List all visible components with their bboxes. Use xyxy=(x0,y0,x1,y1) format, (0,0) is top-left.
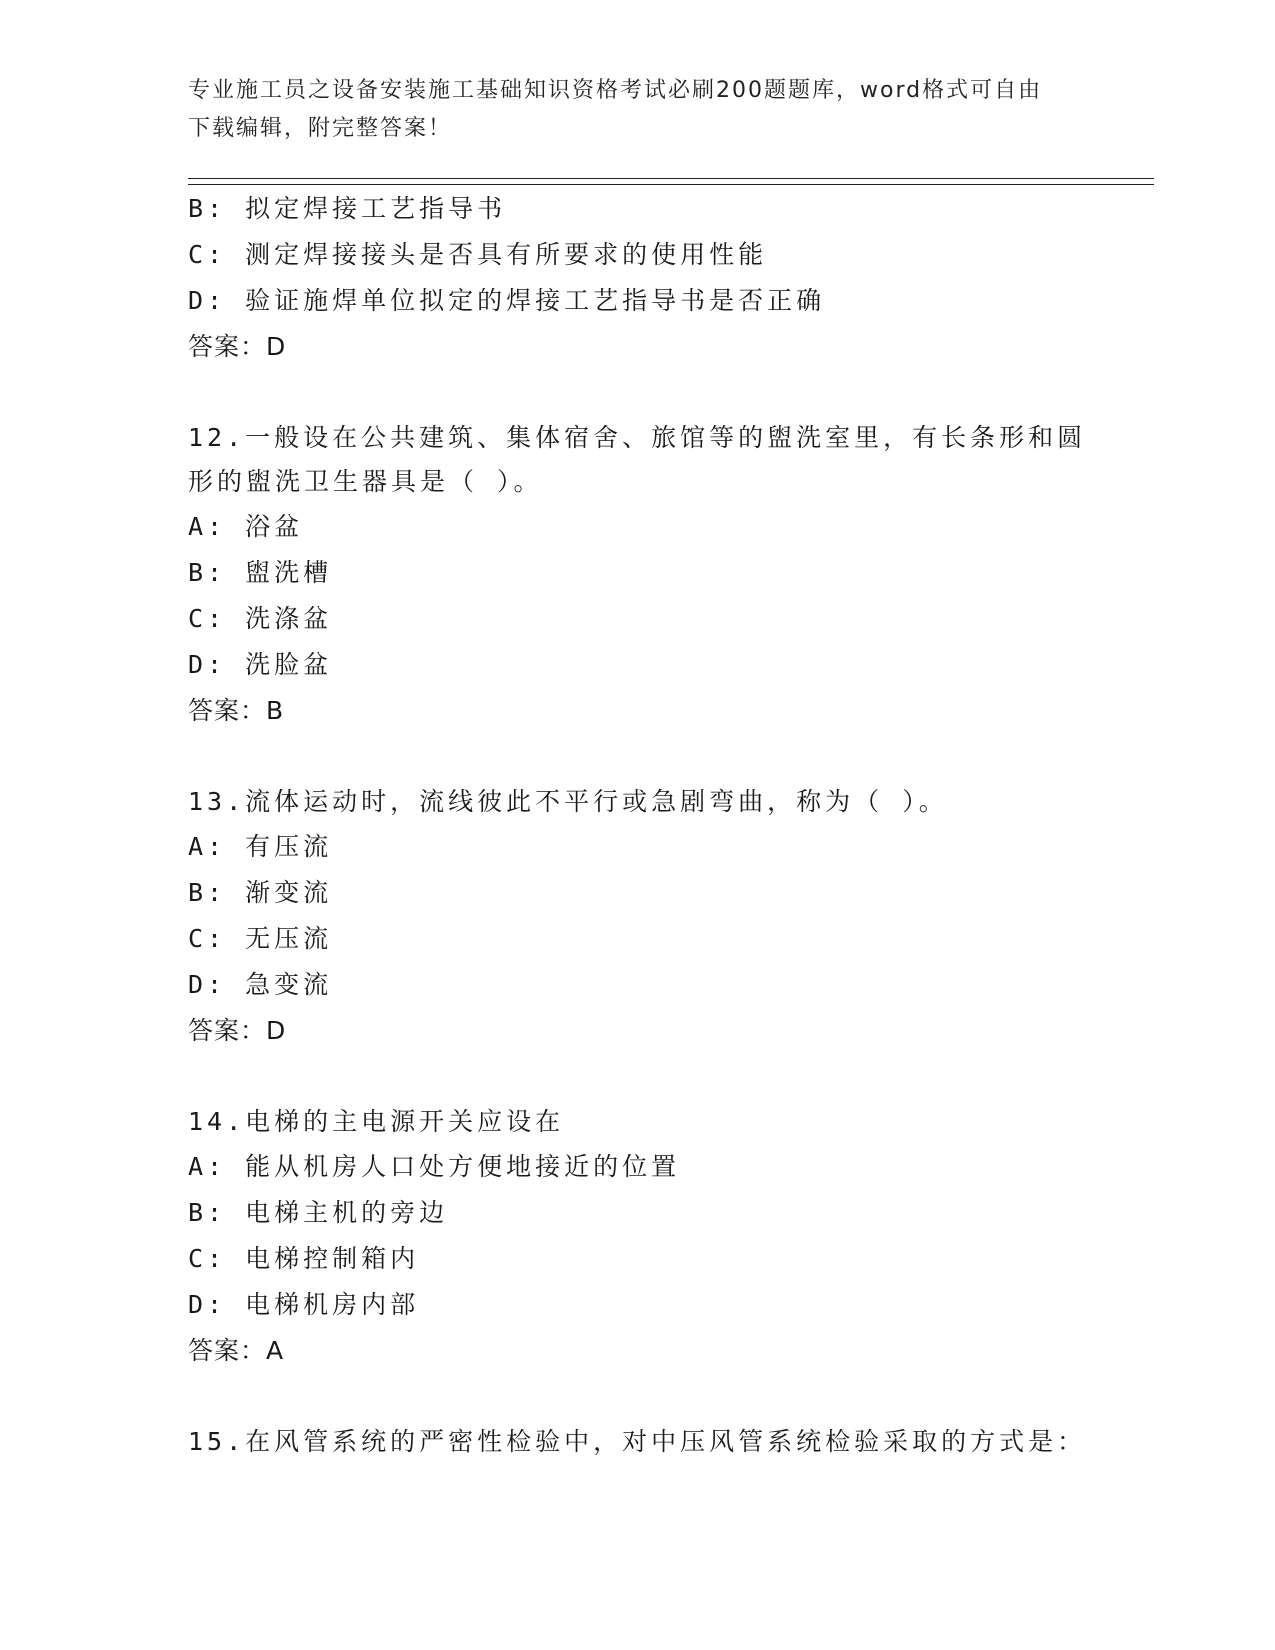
header-divider-bottom xyxy=(188,184,1154,185)
question-14 xyxy=(188,1100,1148,1374)
option-d: D: 电梯机房内部 xyxy=(188,1290,420,1319)
option-c: C: 洗涤盆 xyxy=(188,604,333,633)
option-b: B: 渐变流 xyxy=(188,878,333,907)
question-text-line: 13.流体运动时，流线彼此不平行或急剧弯曲，称为（ ）。 xyxy=(188,787,948,816)
option-b: B: 盥洗槽 xyxy=(188,558,333,587)
answer-line: 答案：D xyxy=(188,1016,287,1045)
option-c: C: 电梯控制箱内 xyxy=(188,1244,420,1273)
option-c: C: 无压流 xyxy=(188,924,333,953)
header-line-1: 专业施工员之设备安装施工基础知识资格考试必刷200题题库，word格式可自由 xyxy=(188,78,1043,103)
spacer xyxy=(188,370,1148,416)
question-12 xyxy=(188,416,1148,734)
header-line-2: 下载编辑，附完整答案！ xyxy=(188,116,453,141)
option-b: B: 电梯主机的旁边 xyxy=(188,1198,449,1227)
question-text-line: 形的盥洗卫生器具是（ ）。 xyxy=(188,467,543,496)
question-text-line: 15.在风管系统的严密性检验中，对中压风管系统检验采取的方式是： xyxy=(188,1427,1087,1456)
question-text-line: 12.一般设在公共建筑、集体宿舍、旅馆等的盥洗室里，有长条形和圆 xyxy=(188,423,1087,452)
option-b: B: 拟定焊接工艺指导书 xyxy=(188,194,507,223)
answer-line: 答案：D xyxy=(188,332,287,361)
spacer xyxy=(188,1054,1148,1100)
option-a: A: 浴盆 xyxy=(188,512,304,541)
spacer xyxy=(188,1374,1148,1420)
question-11-partial xyxy=(188,186,1148,370)
option-d: D: 急变流 xyxy=(188,970,333,999)
option-d: D: 洗脸盆 xyxy=(188,650,333,679)
question-15 xyxy=(188,1420,1148,1464)
spacer xyxy=(188,734,1148,780)
option-c: C: 测定焊接接头是否具有所要求的使用性能 xyxy=(188,240,768,269)
question-list xyxy=(188,186,1148,1464)
answer-line: 答案：B xyxy=(188,696,285,725)
option-a: A: 能从机房人口处方便地接近的位置 xyxy=(188,1152,681,1181)
document-header xyxy=(188,72,1088,148)
header-divider-top xyxy=(188,178,1154,179)
question-text-line: 14.电梯的主电源开关应设在 xyxy=(188,1107,565,1136)
option-a: A: 有压流 xyxy=(188,832,333,861)
answer-line: 答案：A xyxy=(188,1336,285,1365)
option-d: D: 验证施焊单位拟定的焊接工艺指导书是否正确 xyxy=(188,286,826,315)
question-13 xyxy=(188,780,1148,1054)
